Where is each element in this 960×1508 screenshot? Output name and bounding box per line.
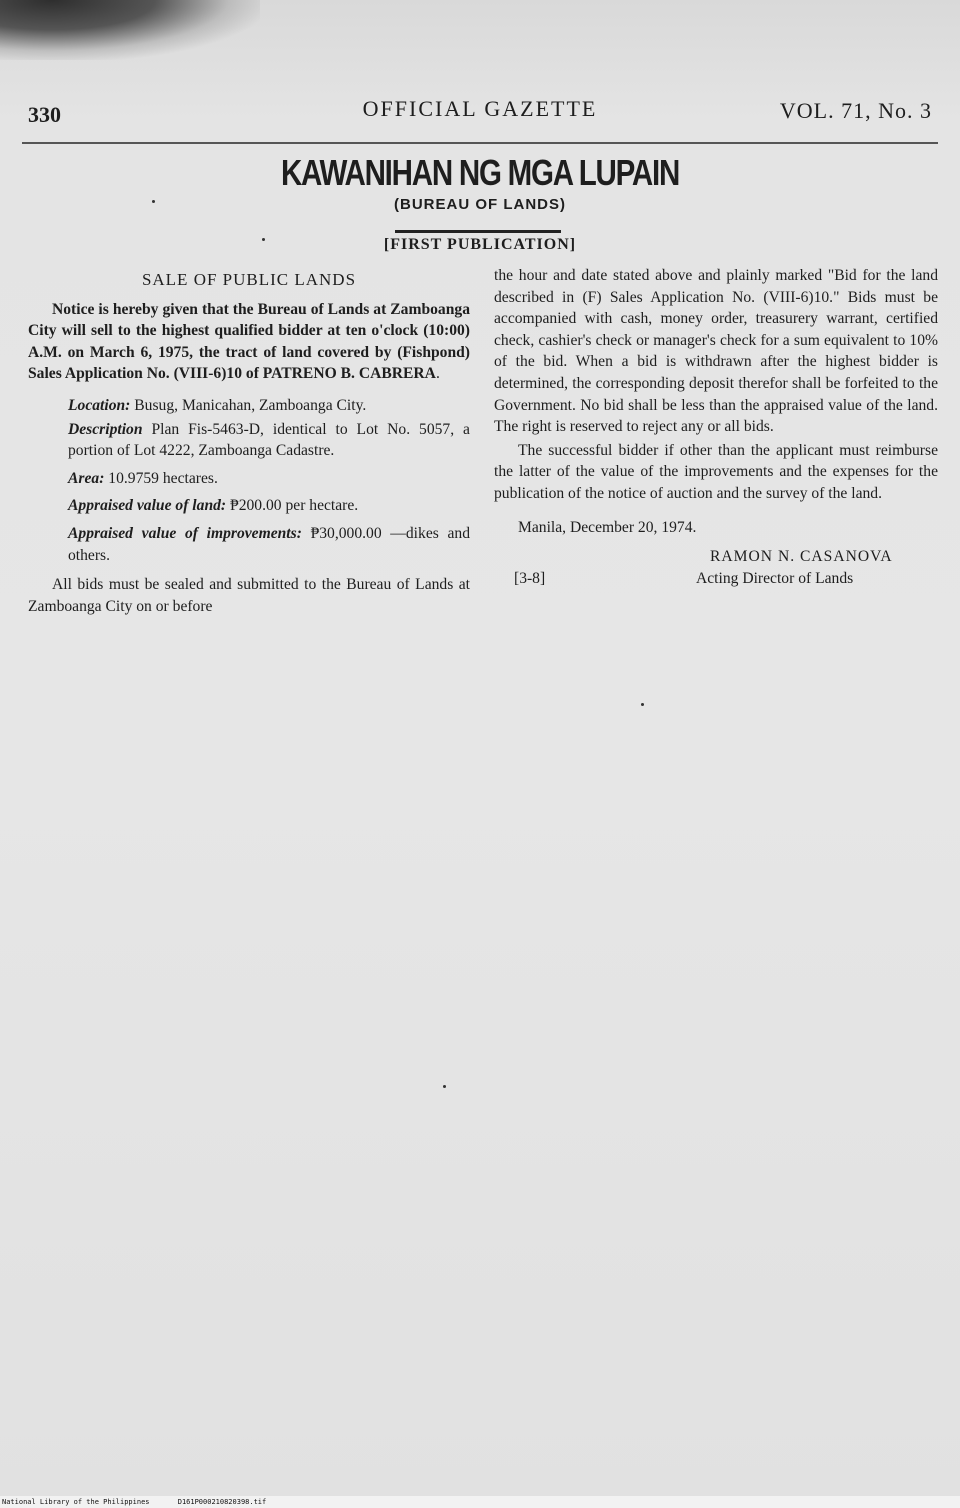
scan-footer xyxy=(0,1496,960,1508)
scan-speck xyxy=(152,200,155,203)
area-label: Area: xyxy=(68,469,105,487)
signatory-name: RAMON N. CASANOVA xyxy=(710,548,893,566)
scan-speck xyxy=(641,703,644,706)
notice-intro xyxy=(28,299,470,385)
area-row xyxy=(68,468,470,490)
appraised-land-value: ₱200.00 per hectare. xyxy=(230,497,359,515)
scan-shadow xyxy=(0,0,260,60)
left-column xyxy=(28,265,470,617)
location-row xyxy=(68,395,470,417)
issue-reference: [3-8] xyxy=(514,570,546,588)
appraised-land-label: Appraised value of land: xyxy=(68,497,227,515)
location-value: Busug, Manicahan, Zamboanga City. xyxy=(134,396,367,414)
notice-intro-text: Notice is hereby given that the Bureau of Lands at Zamboanga City will sell to the highest qualified bidder at ten o'clock (10:00) A.M. on March 6, 1975, the tract of land covered by (Fishpond) Sales Application No. (VIII-6)10 of xyxy=(28,300,470,383)
appraised-land-row xyxy=(68,495,470,517)
land-details xyxy=(28,395,470,566)
location-label: Location: xyxy=(68,396,131,414)
applicant-name: PATRENO B. CABRERA xyxy=(262,365,436,383)
description-label: Description xyxy=(68,420,143,438)
appraised-improvements-value: ₱30,000.00 —dikes and others. xyxy=(68,524,470,564)
page-number: 330 xyxy=(28,102,61,127)
running-head xyxy=(28,96,932,126)
bids-paragraph-start: All bids must be sealed and submitted to the Bureau of Lands at Zamboanga City on or before xyxy=(28,576,470,615)
agency-subheading: (BUREAU OF LANDS) xyxy=(394,196,566,213)
bids-paragraph-cont: the hour and date stated above and plainly marked "Bid for the land described in (F) Sales Application No. (VIII-6)10." Bids must be accompanied with cash, money order, treasurery warrant, certified check, cashier's check or manager's check for a sum equivalent to 10% of the bid. When a bid is withdrawn after the highest bidder is determined, the corresponding deposit therefor shall be forfeited to the Government. No bid shall be less than the appraised value of the land. The right is reserved to reject any or all bids. xyxy=(494,267,938,436)
description-value: Plan Fis-5463-D, identical to Lot No. 5057, a portion of Lot 4222, Zamboanga Cadastre. xyxy=(68,420,470,460)
heading-rule xyxy=(395,230,561,233)
right-column xyxy=(494,265,938,594)
appraised-improvements-row xyxy=(68,523,470,566)
area-value: 10.9759 hectares. xyxy=(108,469,218,487)
intro-end: . xyxy=(435,365,440,383)
header-rule xyxy=(22,142,938,144)
publication-name: OFFICIAL GAZETTE xyxy=(362,96,598,121)
footer-file: D161P000210820398.tif xyxy=(177,1498,267,1506)
signatory-title: Acting Director of Lands xyxy=(696,570,854,588)
volume-number: VOL. 71, No. 3 xyxy=(779,98,932,123)
agency-heading: KAWANIHAN NG MGA LUPAIN xyxy=(280,152,680,193)
successful-bidder-paragraph: The successful bidder if other than the applicant must reimburse the latter of the value of the improvements and the expenses for the publication of the notice of auction and the survey of the land. xyxy=(494,441,938,502)
scan-speck xyxy=(262,238,265,241)
notice-title: SALE OF PUBLIC LANDS xyxy=(141,270,357,289)
footer-source: National Library of the Philippines xyxy=(2,1498,150,1506)
place-date: Manila, December 20, 1974. xyxy=(518,518,697,536)
scan-speck xyxy=(443,1085,446,1088)
publication-label: [FIRST PUBLICATION] xyxy=(383,236,577,253)
signature-block xyxy=(494,546,938,594)
appraised-improvements-label: Appraised value of improvements: xyxy=(68,524,302,542)
description-row xyxy=(68,419,470,462)
